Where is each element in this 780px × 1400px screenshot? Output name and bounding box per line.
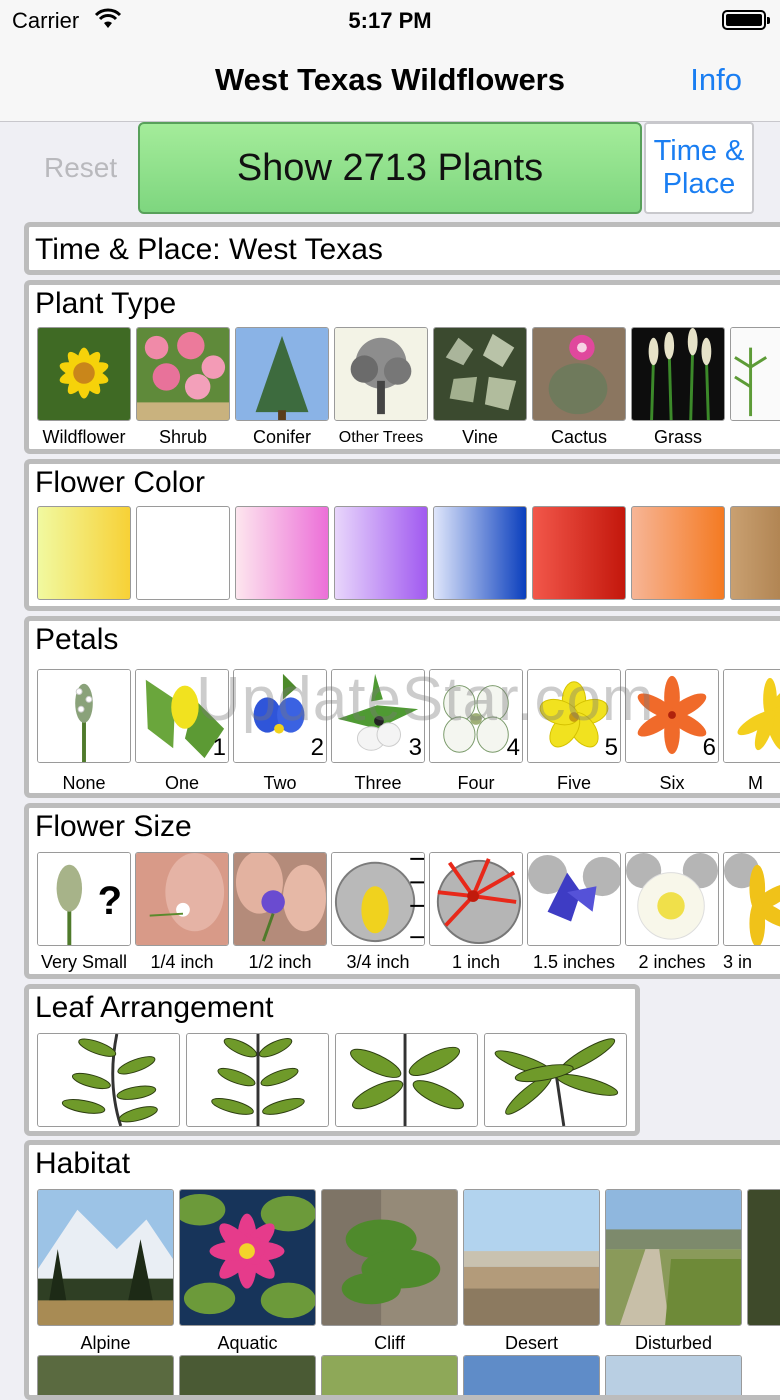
leaf-arrangement-title: Leaf Arrangement [35,991,274,1024]
plant-type-label: Shrub [158,427,208,447]
leaf-palmate-tile[interactable] [484,1033,627,1127]
cliff-photo-icon [322,1190,457,1325]
vine-icon [434,328,526,420]
color-swatch[interactable] [433,506,527,600]
habitat-row2-tile[interactable] [605,1355,742,1400]
alternate-leaves-icon [38,1034,179,1126]
habitat-aquatic-tile[interactable] [179,1189,316,1326]
leaf-opposite-tile[interactable] [186,1033,329,1127]
plant-type-more-tile[interactable] [730,327,780,421]
coins-blue-flower-icon [528,853,620,945]
plant-type-vine-tile[interactable] [433,327,527,421]
petals-label: Three [354,773,402,793]
size-unknown-mark: ? [97,879,122,923]
plant-type-title: Plant Type [35,287,177,320]
petal-count: 6 [702,734,716,761]
petals-label: Five [556,773,591,793]
coin-yellow-flower-icon [332,853,424,945]
size-label: 3/4 inch [346,952,410,972]
forest-photo-icon [748,1190,780,1325]
fern-icon [731,328,780,420]
disturbed-photo-icon [606,1190,741,1325]
habitat-more-tile[interactable] [747,1189,780,1326]
reset-button[interactable]: Reset [44,152,118,183]
habitat-label: Alpine [80,1333,131,1353]
petal-count: 2 [310,734,324,761]
size-two-inches-tile[interactable] [625,852,719,946]
habitat-row2-tile[interactable] [179,1355,316,1400]
habitat-label: Desert [504,1333,558,1353]
sky-photo-icon [606,1356,741,1400]
fingertip-violet-icon [234,853,326,945]
plant-type-section [24,280,780,454]
habitat-label: Aquatic [217,1333,278,1353]
info-button[interactable]: Info [690,62,742,97]
plant-type-label: Wildflower [42,427,126,447]
plant-type-label: Conifer [252,427,312,447]
grassland-photo-icon [322,1356,457,1400]
size-label: 1/2 inch [248,952,312,972]
palmate-leaves-icon [485,1034,626,1126]
fingertip-flower-icon [136,853,228,945]
conifer-icon [236,328,328,420]
size-one-half-inch-tile[interactable] [527,852,621,946]
status-bar [0,0,780,42]
habitat-row2-tile[interactable] [321,1355,458,1400]
plant-type-label: Grass [653,427,702,447]
habitat-label: Disturbed [634,1333,713,1353]
size-label: 1.5 inches [532,952,616,972]
carrier-label: Carrier [12,8,80,33]
shrub-icon [137,328,229,420]
coin-red-flower-icon [430,853,522,945]
petal-count: 3 [408,734,422,761]
battery-icon [722,10,766,30]
size-label: 3 in [723,952,753,972]
size-three-inches-tile[interactable] [723,852,780,946]
forest-photo-icon [180,1356,315,1400]
aquatic-photo-icon [180,1190,315,1325]
size-label: 1/4 inch [150,952,214,972]
time-place-button-label: Time & Place [653,135,745,200]
color-swatch[interactable] [37,506,131,600]
habitat-section [24,1140,780,1400]
plant-type-label: Other Trees [338,429,424,446]
coins-white-flower-icon [626,853,718,945]
coins-yellow-flower-icon [724,853,780,945]
petal-count: 4 [506,734,520,761]
petals-label: Four [457,773,495,793]
petals-label: Six [659,773,685,793]
desert-photo-icon [464,1190,599,1325]
opposite-leaves-icon [187,1034,328,1126]
petals-label: One [164,773,200,793]
time-place-label: Time & Place: West Texas [35,233,383,266]
status-time: 5:17 PM [348,8,432,33]
petals-label: M [748,773,763,793]
color-swatch[interactable] [532,506,626,600]
show-plants-button[interactable]: Show 2713 Plants [138,122,642,214]
page-title: West Texas Wildflowers [214,62,565,97]
plant-type-cactus-tile[interactable] [532,327,626,421]
watermark: UpdateStar.com [196,665,655,734]
habitat-label: Cliff [374,1333,405,1353]
size-label: Very Small [40,952,128,972]
plant-type-label: Vine [462,427,498,447]
leaf-alternate-tile[interactable] [37,1033,180,1127]
sunflower-icon [38,328,130,420]
plant-type-wildflower-tile[interactable] [37,327,131,421]
time-place-section[interactable] [24,222,780,275]
petals-none-tile[interactable] [37,669,131,763]
petals-label: None [62,773,106,793]
petal-count: 5 [604,734,618,761]
color-swatch[interactable] [334,506,428,600]
petals-title: Petals [35,623,119,656]
leaf-whorled-tile[interactable] [335,1033,478,1127]
flower-size-title: Flower Size [35,810,192,843]
petals-many-tile[interactable] [723,669,780,763]
plant-type-label: Cactus [550,427,608,447]
woodland-photo-icon [38,1356,173,1400]
no-petals-flower-icon [38,670,130,762]
flower-size-section [24,803,780,979]
many-petal-flower-icon [724,670,780,762]
petals-label: Two [263,773,297,793]
habitat-title: Habitat [35,1147,131,1180]
flower-color-title: Flower Color [35,466,206,499]
color-swatch[interactable] [631,506,725,600]
color-swatch[interactable] [730,506,780,600]
habitat-disturbed-tile[interactable] [605,1189,742,1326]
habitat-alpine-tile[interactable] [37,1189,174,1326]
plant-type-other-trees-tile[interactable] [334,327,428,421]
size-quarter-inch-tile[interactable] [135,852,229,946]
tree-sketch-icon [335,328,427,420]
whorled-leaves-icon [336,1034,477,1126]
size-half-inch-tile[interactable] [233,852,327,946]
size-label: 1 inch [451,952,501,972]
size-label: 2 inches [638,952,706,972]
petal-count: 1 [212,734,226,761]
time-place-button[interactable] [644,122,754,214]
habitat-cliff-tile[interactable] [321,1189,458,1326]
alpine-photo-icon [38,1190,173,1325]
color-swatch[interactable] [235,506,329,600]
plant-type-shrub-tile[interactable] [136,327,230,421]
color-swatch[interactable] [136,506,230,600]
navigation-bar [0,42,780,122]
habitat-row2-tile[interactable] [37,1355,174,1400]
mountain-photo-icon [464,1356,599,1400]
flower-color-section [24,459,780,611]
habitat-row2-tile[interactable] [463,1355,600,1400]
leaf-arrangement-section [24,984,640,1136]
size-three-quarter-inch-tile[interactable] [331,852,425,946]
size-one-inch-tile[interactable] [429,852,523,946]
cactus-icon [533,328,625,420]
size-very-small-tile[interactable] [37,852,131,946]
plant-type-conifer-tile[interactable] [235,327,329,421]
filter-toolbar [0,122,780,218]
plant-type-grass-tile[interactable] [631,327,725,421]
habitat-desert-tile[interactable] [463,1189,600,1326]
grass-icon [632,328,724,420]
